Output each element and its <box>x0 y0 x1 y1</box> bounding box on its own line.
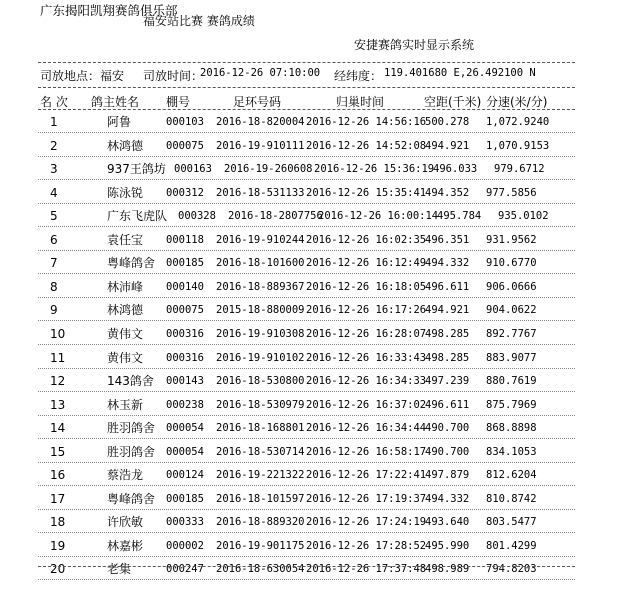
coord-label: 经纬度： <box>334 69 383 83</box>
cell-rank: 7 <box>50 256 58 271</box>
table-row <box>0 115 640 139</box>
cell-distance: 500.278 <box>425 116 470 128</box>
cell-loft: 000075 <box>166 139 204 152</box>
cell-distance: 490.700 <box>425 445 470 458</box>
cell-loft: 000103 <box>166 116 204 128</box>
cell-owner: 林鸿德 <box>107 303 144 318</box>
row-divider <box>38 485 575 486</box>
cell-rank: 18 <box>50 515 66 530</box>
cell-speed: 810.8742 <box>486 492 537 505</box>
cell-distance: 497.879 <box>425 469 470 482</box>
cell-owner: 黄伟文 <box>107 326 144 341</box>
col-arrival: 归巢时间 <box>336 95 385 109</box>
cell-speed: 979.6712 <box>494 163 545 176</box>
cell-speed: 868.8898 <box>486 422 537 435</box>
cell-arrival: 2016-12-26 16:34:44 <box>306 422 427 435</box>
time-label: 司放时间： <box>143 69 204 83</box>
cell-loft: 000185 <box>166 492 204 505</box>
cell-ring: 2016-19-910244 <box>216 233 305 246</box>
cell-ring: 2015-18-880009 <box>216 304 305 317</box>
row-divider <box>38 250 575 251</box>
cell-rank: 15 <box>50 444 66 459</box>
cell-loft: 000312 <box>166 186 204 199</box>
cell-owner: 粤峰鸽舍 <box>107 256 156 271</box>
cell-owner: 胜羽鸽舍 <box>107 444 156 459</box>
row-divider <box>38 415 575 416</box>
cell-owner: 许欣敏 <box>107 515 144 530</box>
cell-rank: 16 <box>50 468 66 483</box>
cell-loft: 000124 <box>166 469 204 482</box>
cell-owner: 937王鸽坊 <box>107 162 166 177</box>
col-distance: 空距(千米) <box>424 95 482 109</box>
cell-owner: 林沛峰 <box>107 279 144 294</box>
cell-loft: 000002 <box>166 539 204 552</box>
cell-arrival: 2016-12-26 16:28:07 <box>306 327 427 340</box>
cell-speed: 883.9077 <box>486 351 537 364</box>
cell-arrival: 2016-12-26 17:37:48 <box>306 563 427 576</box>
cell-arrival: 2016-12-26 17:22:41 <box>306 469 427 482</box>
row-divider <box>38 556 575 557</box>
cell-arrival: 2016-12-26 15:36:19 <box>314 163 435 176</box>
cell-ring: 2016-18-530714 <box>216 445 305 458</box>
cell-speed: 1,072.9240 <box>486 116 550 128</box>
cell-speed: 935.0102 <box>498 210 549 223</box>
row-divider <box>38 438 575 439</box>
cell-owner: 林嘉彬 <box>107 538 144 553</box>
cell-ring: 2016-19-910111 <box>216 139 305 152</box>
cell-arrival: 2016-12-26 15:35:41 <box>306 186 427 199</box>
row-divider <box>38 344 575 345</box>
cell-ring: 2016-19-910102 <box>216 351 305 364</box>
row-divider <box>38 297 575 298</box>
cell-speed: 977.5856 <box>486 186 537 199</box>
table-row <box>0 162 640 186</box>
cell-loft: 000333 <box>166 516 204 529</box>
cell-arrival: 2016-12-26 17:24:19 <box>306 516 427 529</box>
cell-rank: 6 <box>50 232 58 247</box>
cell-speed: 904.0622 <box>486 304 537 317</box>
cell-speed: 801.4299 <box>486 539 537 552</box>
release-location: 福安 <box>100 69 125 83</box>
row-divider <box>38 156 575 157</box>
cell-distance: 496.033 <box>433 163 478 176</box>
row-divider <box>38 273 575 274</box>
table-row <box>0 445 640 469</box>
cell-arrival: 2016-12-26 16:18:05 <box>306 280 427 293</box>
cell-rank: 5 <box>50 209 58 224</box>
cell-arrival: 2016-12-26 16:00:14 <box>318 210 439 223</box>
cell-distance: 494.921 <box>425 139 470 152</box>
cell-speed: 910.6770 <box>486 257 537 270</box>
cell-owner: 143鸽舍 <box>107 374 154 389</box>
cell-rank: 1 <box>50 115 58 129</box>
table-row <box>0 539 640 563</box>
cell-arrival: 2016-12-26 14:52:08 <box>306 139 427 152</box>
row-divider <box>38 509 575 510</box>
table-row <box>0 303 640 327</box>
table-row <box>0 327 640 351</box>
cell-loft: 000163 <box>174 163 212 176</box>
cell-ring: 2016-18-168801 <box>216 422 305 435</box>
cell-speed: 794.8203 <box>486 563 537 576</box>
cell-distance: 495.784 <box>437 210 482 223</box>
row-divider <box>38 532 575 533</box>
cell-loft: 000185 <box>166 257 204 270</box>
cell-distance: 494.332 <box>425 492 470 505</box>
cell-rank: 20 <box>50 562 66 577</box>
cell-speed: 812.6204 <box>486 469 537 482</box>
cell-speed: 1,070.9153 <box>486 139 550 152</box>
cell-loft: 000238 <box>166 398 204 411</box>
cell-loft: 000118 <box>166 233 204 246</box>
cell-distance: 497.239 <box>425 375 470 388</box>
cell-ring: 2016-19-910308 <box>216 327 305 340</box>
location-label: 司放地点： <box>40 69 101 83</box>
cell-ring: 2016-18-889320 <box>216 516 305 529</box>
table-row <box>0 468 640 492</box>
cell-loft: 000328 <box>178 210 216 223</box>
cell-rank: 10 <box>50 326 66 341</box>
table-row <box>0 186 640 210</box>
cell-ring: 2016-18-101597 <box>216 492 305 505</box>
cell-owner: 广东飞虎队 <box>107 209 168 224</box>
cell-ring: 2016-18-630054 <box>216 563 305 576</box>
cell-owner: 黄伟文 <box>107 350 144 365</box>
cell-rank: 14 <box>50 421 66 436</box>
cell-distance: 496.351 <box>425 233 470 246</box>
cell-arrival: 2016-12-26 16:34:33 <box>306 375 427 388</box>
table-row <box>0 139 640 163</box>
cell-loft: 000247 <box>166 563 204 576</box>
info-divider <box>38 87 575 88</box>
cell-owner: 林玉新 <box>107 397 144 412</box>
row-divider <box>38 368 575 369</box>
cell-arrival: 2016-12-26 16:12:49 <box>306 257 427 270</box>
cell-ring: 2016-18-889367 <box>216 280 305 293</box>
row-divider <box>38 320 575 321</box>
cell-loft: 000316 <box>166 351 204 364</box>
cell-ring: 2016-18-531133 <box>216 186 305 199</box>
row-divider <box>38 203 575 204</box>
cell-owner: 蔡浩龙 <box>107 468 144 483</box>
cell-loft: 000075 <box>166 304 204 317</box>
cell-ring: 2016-19-901175 <box>216 539 305 552</box>
col-rank: 名 次 <box>40 95 68 109</box>
cell-distance: 498.285 <box>425 351 470 364</box>
cell-owner: 阿鲁 <box>107 115 132 129</box>
cell-ring: 2016-18-820004 <box>216 116 305 128</box>
row-divider <box>38 391 575 392</box>
club-name: 广东揭阳凯翔赛鸽俱乐部 <box>40 3 178 18</box>
table-row <box>0 398 640 422</box>
cell-distance: 494.332 <box>425 257 470 270</box>
bottom-divider <box>38 566 575 567</box>
cell-speed: 892.7767 <box>486 327 537 340</box>
table-row <box>0 515 640 539</box>
top-divider <box>38 62 575 63</box>
cell-arrival: 2016-12-26 14:56:16 <box>306 116 427 128</box>
col-speed: 分速(米/分) <box>486 95 548 109</box>
table-row <box>0 351 640 375</box>
cell-owner: 林鸿德 <box>107 138 144 153</box>
cell-ring: 2016-18-2807756 <box>228 210 323 223</box>
cell-rank: 17 <box>50 491 66 506</box>
cell-speed: 906.0666 <box>486 280 537 293</box>
cell-speed: 834.1053 <box>486 445 537 458</box>
cell-distance: 494.352 <box>425 186 470 199</box>
cell-distance: 496.611 <box>425 398 470 411</box>
row-divider <box>38 179 575 180</box>
header-divider <box>38 109 575 110</box>
cell-distance: 495.990 <box>425 539 470 552</box>
cell-arrival: 2016-12-26 16:17:26 <box>306 304 427 317</box>
cell-rank: 9 <box>50 303 58 318</box>
cell-rank: 3 <box>50 162 58 177</box>
cell-owner: 袁任宝 <box>107 232 144 247</box>
cell-owner: 胜羽鸽舍 <box>107 421 156 436</box>
row-divider <box>38 132 575 133</box>
cell-rank: 13 <box>50 397 66 412</box>
cell-arrival: 2016-12-26 17:28:52 <box>306 539 427 552</box>
cell-rank: 19 <box>50 538 66 553</box>
cell-distance: 498.989 <box>425 563 470 576</box>
cell-loft: 000316 <box>166 327 204 340</box>
cell-arrival: 2016-12-26 16:37:02 <box>306 398 427 411</box>
table-row <box>0 209 640 233</box>
cell-arrival: 2016-12-26 16:33:43 <box>306 351 427 364</box>
cell-owner: 老集 <box>107 562 132 577</box>
cell-distance: 493.640 <box>425 516 470 529</box>
table-row <box>0 280 640 304</box>
table-row <box>0 256 640 280</box>
cell-speed: 875.7969 <box>486 398 537 411</box>
cell-arrival: 2016-12-26 17:19:37 <box>306 492 427 505</box>
cell-rank: 11 <box>50 350 66 365</box>
cell-distance: 490.700 <box>425 422 470 435</box>
cell-ring: 2016-18-530979 <box>216 398 305 411</box>
cell-rank: 8 <box>50 279 58 294</box>
cell-loft: 000140 <box>166 280 204 293</box>
cell-loft: 000143 <box>166 375 204 388</box>
release-time: 2016-12-26 07:10:00 <box>200 67 321 79</box>
cell-loft: 000054 <box>166 422 204 435</box>
cell-distance: 496.611 <box>425 280 470 293</box>
cell-ring: 2016-19-260608 <box>224 163 313 176</box>
cell-distance: 494.921 <box>425 304 470 317</box>
cell-speed: 880.7619 <box>486 375 537 388</box>
cell-owner: 陈泳锐 <box>107 185 144 200</box>
cell-owner: 粤峰鸽舍 <box>107 491 156 506</box>
cell-rank: 2 <box>50 138 58 153</box>
cell-rank: 4 <box>50 185 58 200</box>
cell-ring: 2016-19-221322 <box>216 469 305 482</box>
cell-loft: 000054 <box>166 445 204 458</box>
cell-arrival: 2016-12-26 16:02:35 <box>306 233 427 246</box>
release-coords: 119.401680 E,26.492100 N <box>384 67 536 79</box>
row-divider <box>38 462 575 463</box>
cell-speed: 803.5477 <box>486 516 537 529</box>
cell-distance: 498.285 <box>425 327 470 340</box>
col-ring: 足环号码 <box>233 95 282 109</box>
table-row <box>0 421 640 445</box>
row-divider <box>38 226 575 227</box>
table-row <box>0 374 640 398</box>
table-row <box>0 492 640 516</box>
race-title: 福安站比赛 赛鸽成绩 <box>143 14 255 28</box>
cell-rank: 12 <box>50 374 66 389</box>
col-owner: 鸽主姓名 <box>91 95 140 109</box>
table-row <box>0 233 640 257</box>
cell-arrival: 2016-12-26 16:58:17 <box>306 445 427 458</box>
cell-ring: 2016-18-101600 <box>216 257 305 270</box>
cell-speed: 931.9562 <box>486 233 537 246</box>
col-loft: 棚号 <box>166 95 191 109</box>
system-name: 安捷赛鸽实时显示系统 <box>354 38 475 52</box>
row-divider <box>38 579 575 580</box>
cell-ring: 2016-18-530800 <box>216 375 305 388</box>
